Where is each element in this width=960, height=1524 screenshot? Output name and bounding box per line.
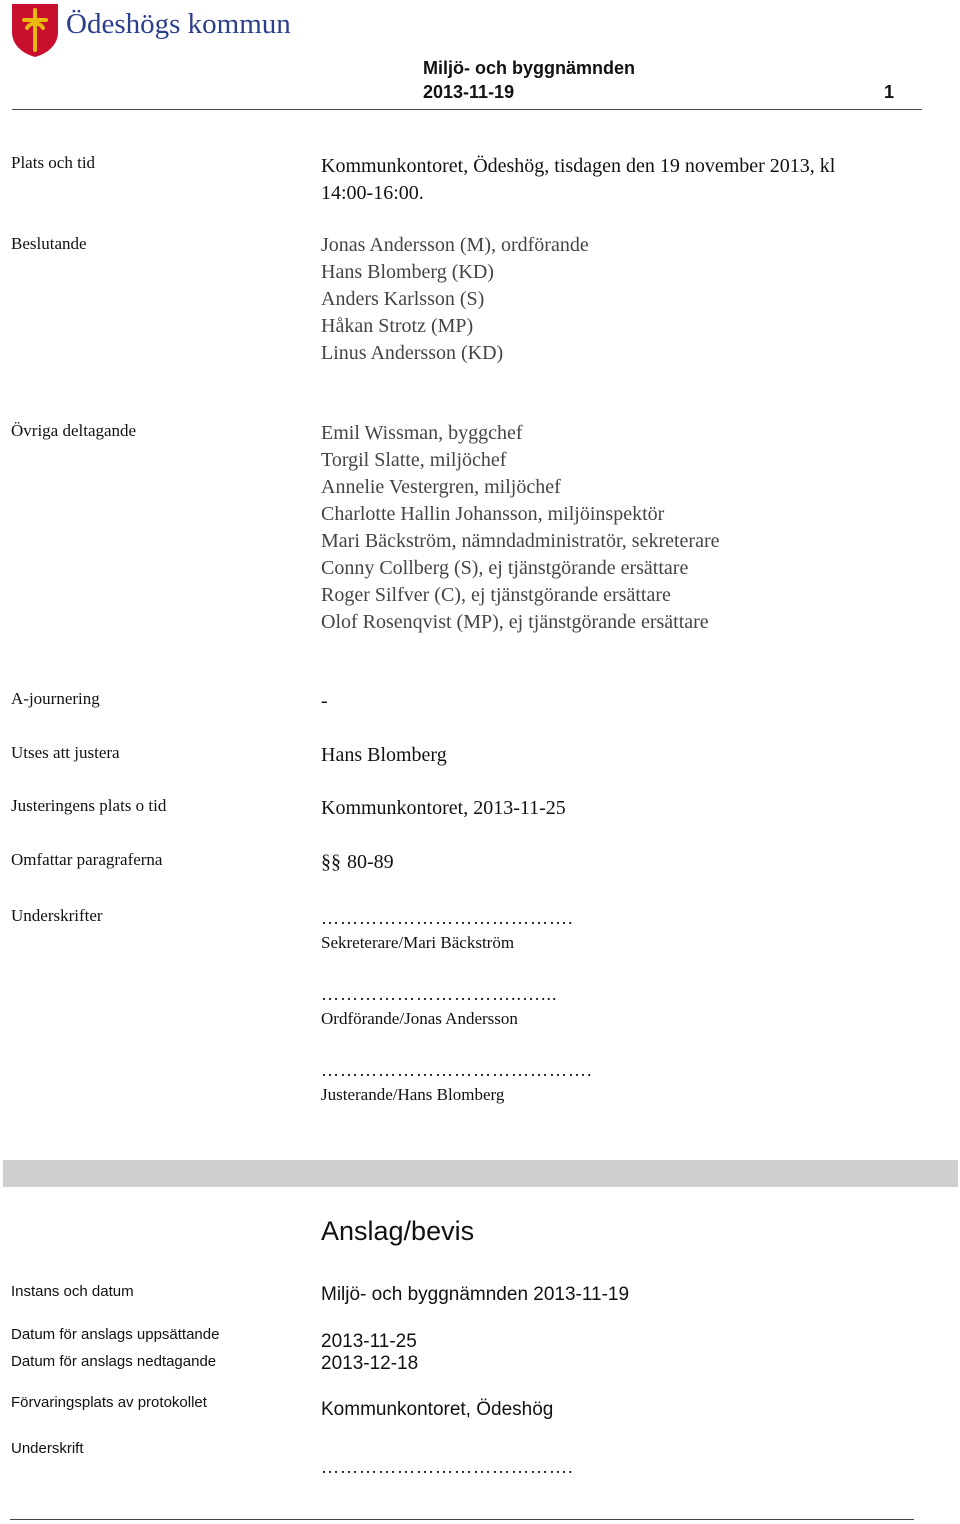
signature-name-secretary: Sekreterare/Mari Bäckström — [321, 933, 515, 952]
other-participant: Annelie Vestergren, miljöchef — [321, 476, 561, 498]
meeting-date: 2013-11-19 — [423, 82, 515, 102]
deciding-member: Anders Karlsson (S) — [321, 288, 485, 310]
deciding-member: Jonas Andersson (M), ordförande — [321, 234, 589, 256]
other-participant: Mari Bäckström, nämndadministratör, sekreterare — [321, 530, 720, 552]
adjuster-value: Hans Blomberg — [321, 744, 447, 766]
deciding-member: Hans Blomberg (KD) — [321, 261, 494, 283]
instance-label: Instans och datum — [11, 1283, 134, 1300]
removed-label: Datum för anslags nedtagande — [11, 1353, 217, 1370]
notice-signature-label: Underskrift — [11, 1440, 84, 1457]
org-name: Ödeshögs kommun — [66, 8, 291, 40]
signature-line-chair: …………………………..…... — [321, 984, 558, 1004]
paragraphs-value: 80-89 — [347, 851, 394, 873]
notice-title: Anslag/bevis — [321, 1216, 475, 1246]
paragraphs-symbol: §§ — [321, 851, 341, 873]
other-participant: Conny Collberg (S), ej tjänstgörande ersättare — [321, 557, 689, 579]
other-participant: Torgil Slatte, miljöchef — [321, 449, 507, 471]
adjust-place-value: Kommunkontoret, 2013-11-25 — [321, 797, 566, 819]
municipality-logo — [10, 2, 60, 58]
storage-label: Förvaringsplats av protokollet — [11, 1394, 207, 1411]
signatures-label: Underskrifter — [11, 906, 103, 925]
deciding-member: Håkan Strotz (MP) — [321, 315, 474, 337]
place-label: Plats och tid — [11, 153, 96, 172]
adjourn-label: A-journering — [11, 689, 100, 708]
adjust-place-label: Justeringens plats o tid — [11, 796, 167, 815]
other-participant: Charlotte Hallin Johansson, miljöinspektör — [321, 503, 665, 525]
signature-line-secretary: …………………………………. — [321, 908, 574, 928]
deciding-member: Linus Andersson (KD) — [321, 342, 504, 364]
adjourn-value: - — [321, 690, 328, 712]
section-divider-bar — [3, 1160, 958, 1187]
signature-name-adjuster: Justerande/Hans Blomberg — [321, 1085, 505, 1104]
place-line-1: Kommunkontoret, Ödeshög, tisdagen den 19 november 2013, kl — [321, 155, 836, 177]
other-participant: Emil Wissman, byggchef — [321, 422, 523, 444]
notice-signature-line: …………………………………. — [321, 1457, 574, 1477]
others-label: Övriga deltagande — [11, 421, 137, 440]
place-line-2: 14:00-16:00. — [321, 182, 424, 204]
posted-value: 2013-11-25 — [321, 1331, 417, 1352]
posted-label: Datum för anslags uppsättande — [11, 1326, 220, 1343]
signature-name-chair: Ordförande/Jonas Andersson — [321, 1009, 518, 1028]
committee-name: Miljö- och byggnämnden — [423, 58, 635, 78]
instance-value: Miljö- och byggnämnden 2013-11-19 — [321, 1284, 630, 1305]
adjuster-label: Utses att justera — [11, 743, 120, 762]
footer-rule — [10, 1519, 914, 1520]
header-divider — [12, 109, 922, 110]
other-participant: Olof Rosenqvist (MP), ej tjänstgörande ersättare — [321, 611, 709, 633]
storage-value: Kommunkontoret, Ödeshög — [321, 1399, 554, 1420]
deciding-label: Beslutande — [11, 234, 87, 253]
page-number: 1 — [884, 82, 895, 102]
signature-line-adjuster: ……………………………………. — [321, 1060, 593, 1080]
other-participant: Roger Silfver (C), ej tjänstgörande ersättare — [321, 584, 671, 606]
removed-value: 2013-12-18 — [321, 1353, 419, 1374]
paragraphs-label: Omfattar paragraferna — [11, 850, 163, 869]
